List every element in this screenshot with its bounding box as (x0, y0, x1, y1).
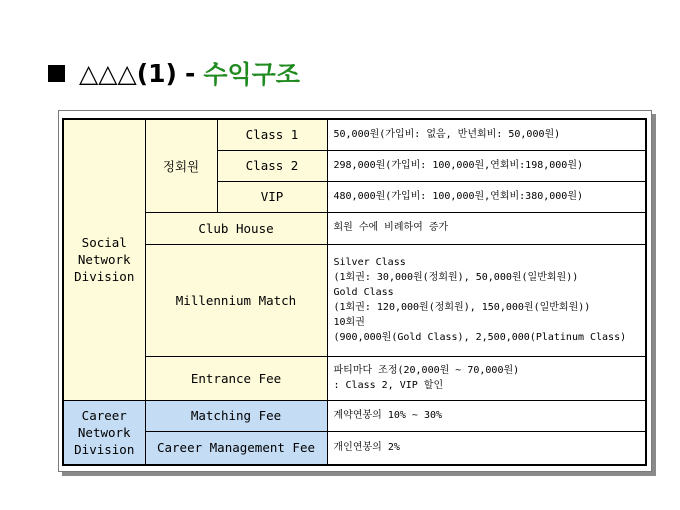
matching-fee-label: Matching Fee (145, 400, 327, 431)
club-house-label: Club House (145, 212, 327, 244)
entrance-line: 파티마다 조정(20,000원 ~ 70,000원) (333, 365, 520, 376)
title-number: (1) (136, 58, 177, 88)
member-group-cell: 정회원 (145, 119, 217, 212)
title-suffix: 수익구조 (203, 60, 300, 89)
title-dash: - (184, 58, 196, 88)
career-management-fee-label: Career Management Fee (145, 431, 327, 465)
title-shapes: △△△ (79, 58, 137, 88)
career-network-division-cell: Career Network Division (63, 400, 145, 465)
revenue-table (62, 118, 647, 466)
vip-desc: 480,000원(가입비: 100,000원,연회비:380,000원) (327, 181, 646, 212)
entrance-line: : Class 2, VIP 할인 (333, 380, 444, 391)
millennium-line: Silver Class (333, 257, 406, 268)
entrance-fee-label: Entrance Fee (145, 356, 327, 400)
career-management-fee-desc: 개인연봉의 2% (327, 431, 646, 465)
millennium-line: (900,000원(Gold Class), 2,500,000(Platinum Class) (333, 332, 627, 343)
millennium-line: 10회권 (333, 317, 365, 328)
class2-label: Class 2 (217, 150, 327, 181)
class2-desc: 298,000원(가입비: 100,000원,연회비:198,000원) (327, 150, 646, 181)
club-house-desc: 회원 수에 비례하여 증가 (327, 212, 646, 244)
millennium-line: (1회권: 120,000원(정회원), 150,000원(일반회원)) (333, 302, 591, 313)
social-network-division-cell: Social Network Division (63, 119, 145, 400)
class1-label: Class 1 (217, 119, 327, 150)
millennium-line: Gold Class (333, 287, 394, 298)
revenue-table-card (58, 110, 652, 472)
slide-title (48, 56, 300, 90)
square-bullet-icon (48, 65, 65, 82)
matching-fee-desc: 계약연봉의 10% ~ 30% (327, 400, 646, 431)
millennium-line: (1회권: 30,000원(정회원), 50,000원(일반회원)) (333, 272, 579, 283)
class1-desc: 50,000원(가입비: 없음, 반년회비: 50,000원) (327, 119, 646, 150)
millennium-match-label: Millennium Match (145, 244, 327, 356)
millennium-match-desc (327, 244, 646, 356)
vip-label: VIP (217, 181, 327, 212)
entrance-fee-desc (327, 356, 646, 400)
